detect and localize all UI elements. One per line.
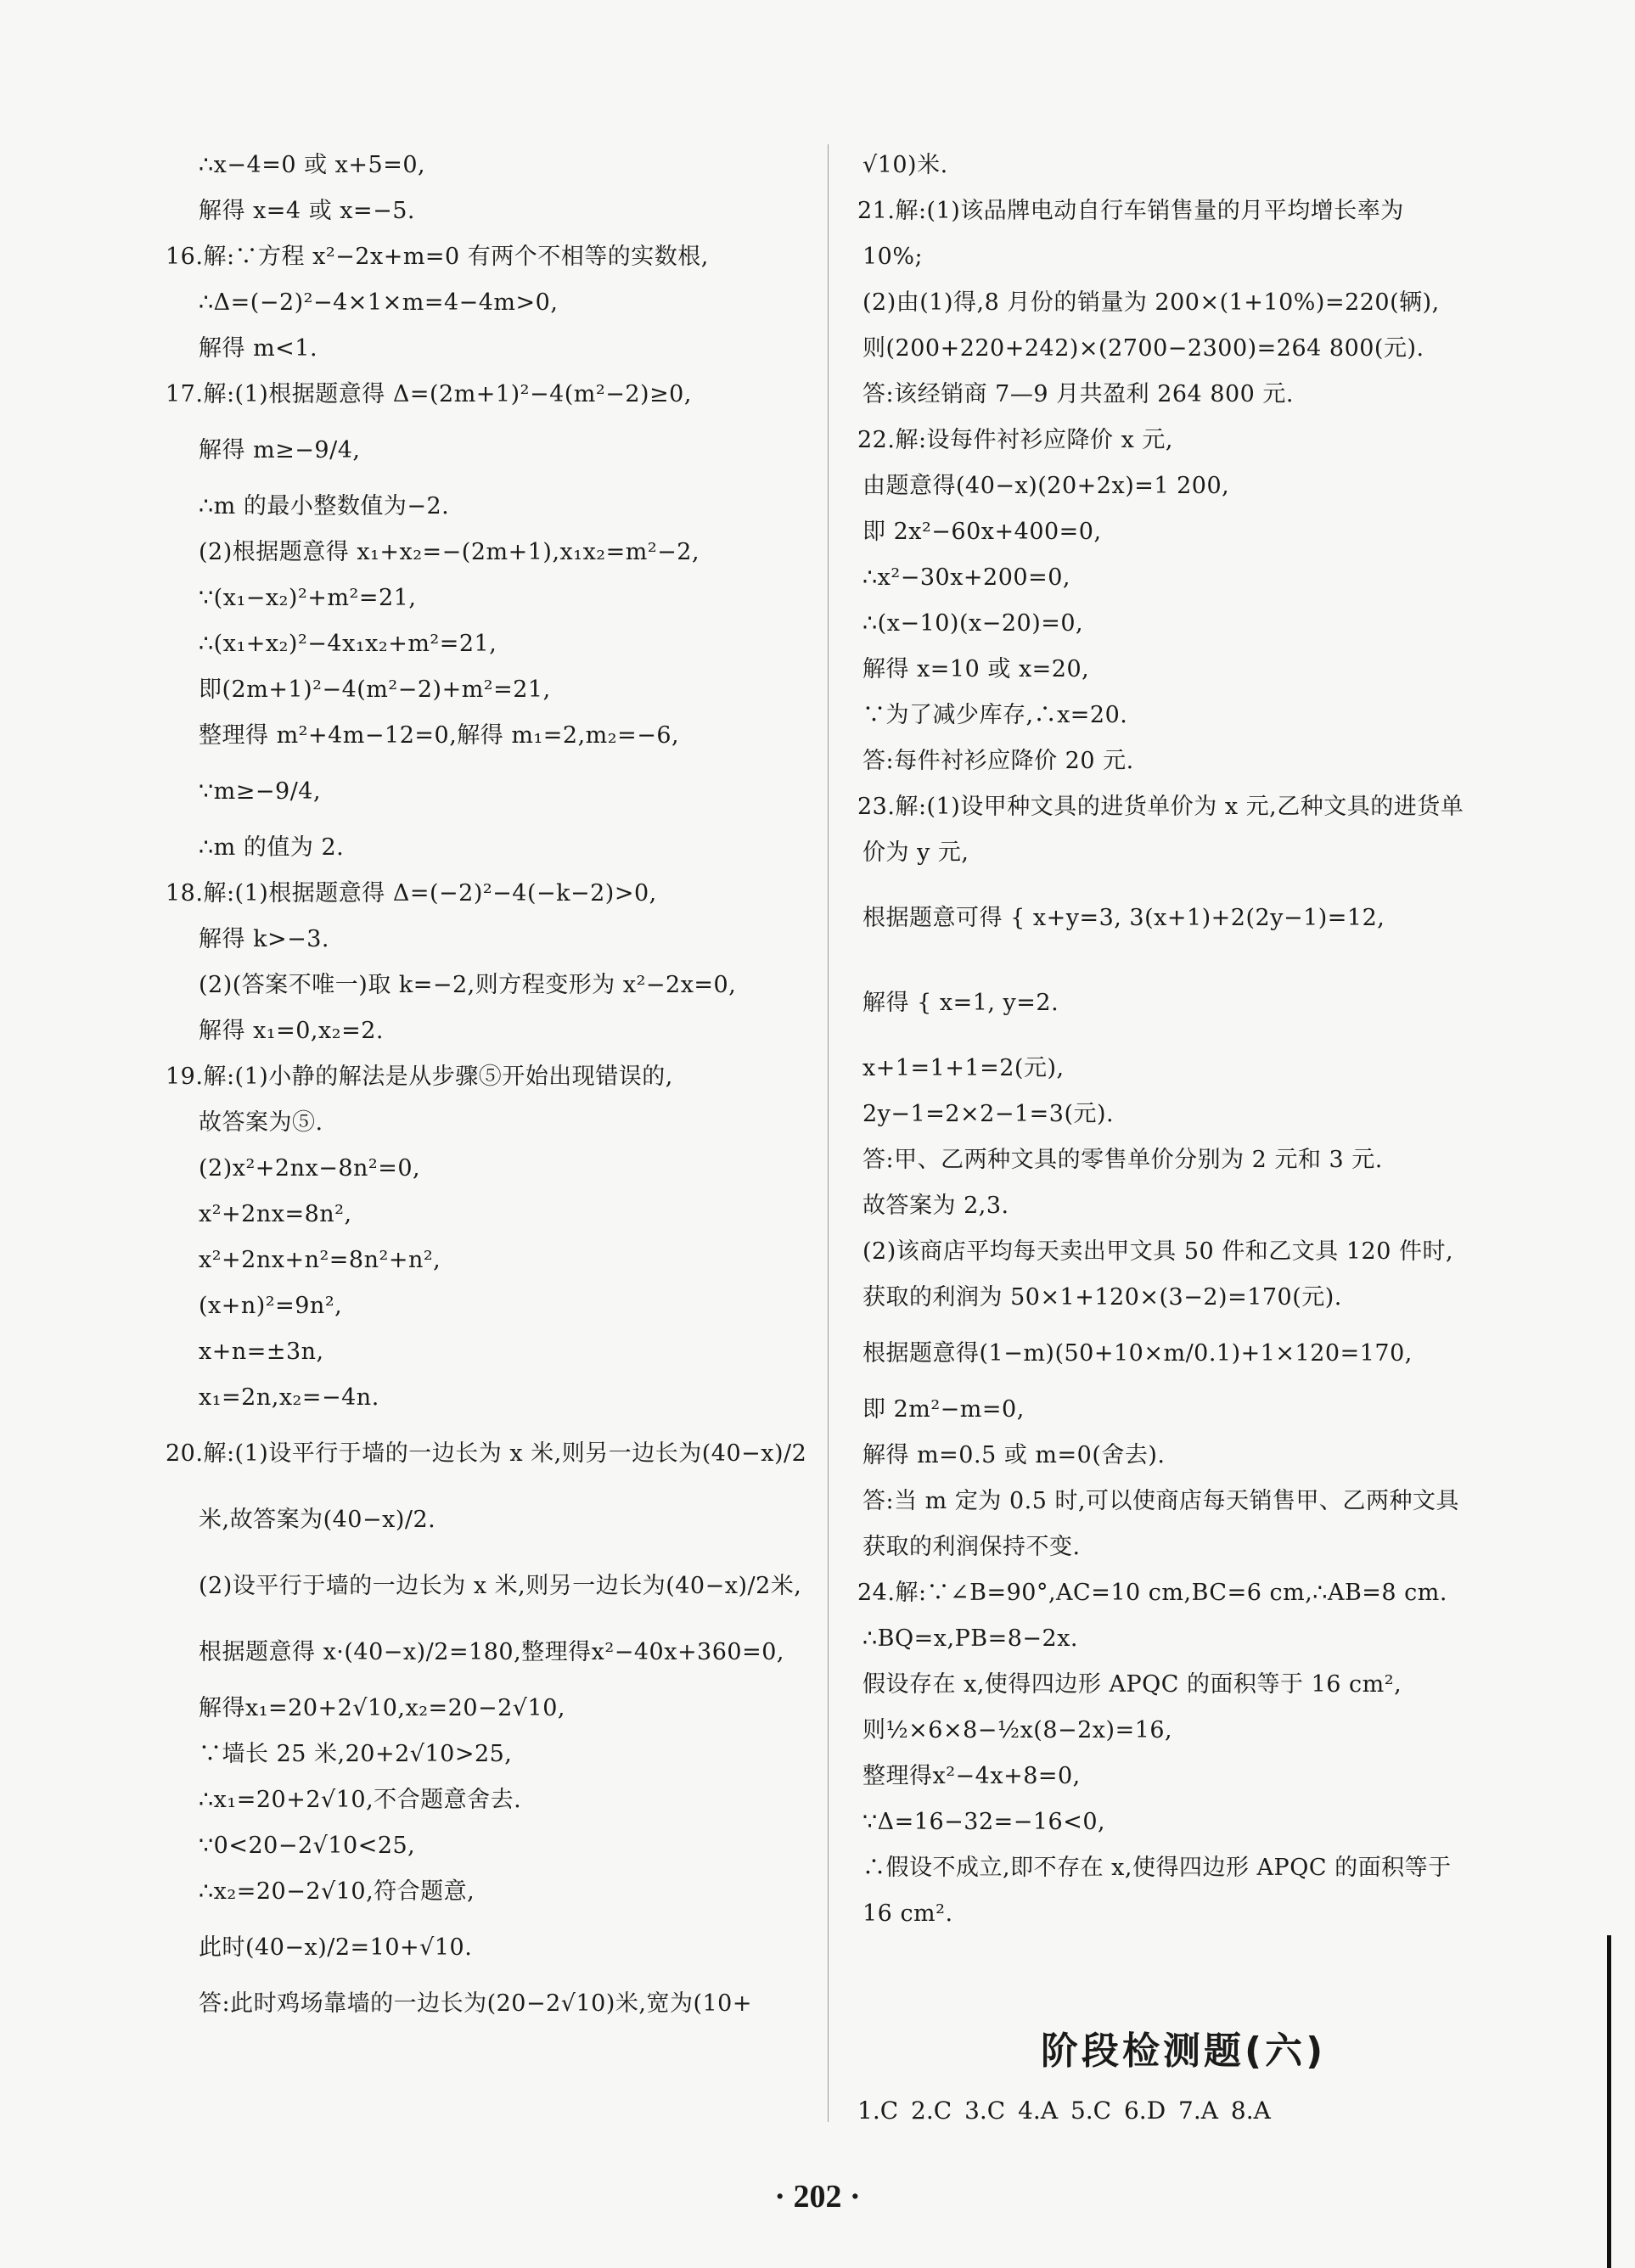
text-line: 解得 k>−3. (199, 926, 329, 952)
text-line: ∵0<20−2√10<25, (199, 1833, 416, 1859)
question-21-line: 21.解:(1)该品牌电动自行车销售量的月平均增长率为 (857, 198, 1404, 224)
text-line: x²+2nx=8n², (199, 1201, 352, 1227)
text-line: 答:甲、乙两种文具的零售单价分别为 2 元和 3 元. (862, 1147, 1383, 1173)
text-line: ∴x₁=20+2√10,不合题意舍去. (199, 1787, 522, 1813)
text-line: 则(200+220+242)×(2700−2300)=264 800(元). (862, 335, 1424, 362)
scan-edge-shadow (1607, 1935, 1611, 2268)
text-line: ∵Δ=16−32=−16<0, (862, 1809, 1106, 1835)
text-line: ∴Δ=(−2)²−4×1×m=4−4m>0, (199, 289, 559, 316)
text-line: 答:当 m 定为 0.5 时,可以使商店每天销售甲、乙两种文具 (862, 1488, 1460, 1514)
text-line: 假设存在 x,使得四边形 APQC 的面积等于 16 cm², (862, 1671, 1402, 1698)
text-line: 解得 x=10 或 x=20, (862, 656, 1090, 682)
text-line: 获取的利润为 50×1+120×(3−2)=170(元). (862, 1284, 1342, 1311)
text-line: 解得 m<1. (199, 335, 318, 362)
page-number: · 202 · (774, 2179, 861, 2215)
text-line: 则½×6×8−½x(8−2x)=16, (862, 1717, 1173, 1743)
column-divider (828, 144, 829, 2122)
equation-system: 解得 { x=1, y=2. (862, 990, 1059, 1016)
text-line: 此时(40−x)/2=10+√10. (199, 1934, 473, 1961)
text-line: 获取的利润保持不变. (862, 1534, 1081, 1560)
text-line: ∴(x₁+x₂)²−4x₁x₂+m²=21, (199, 631, 497, 657)
text-line: (2)该商店平均每天卖出甲文具 50 件和乙文具 120 件时, (862, 1238, 1454, 1265)
text-line: 根据题意得 x·(40−x)/2=180,整理得x²−40x+360=0, (199, 1639, 784, 1665)
text-line: ∴x²−30x+200=0, (862, 564, 1070, 591)
text-line: 解得x₁=20+2√10,x₂=20−2√10, (199, 1695, 565, 1721)
text-line: 即 2m²−m=0, (862, 1396, 1025, 1423)
text-line: 解得 x₁=0,x₂=2. (199, 1018, 384, 1044)
text-line: ∴m 的值为 2. (199, 834, 345, 861)
text-line: ∴BQ=x,PB=8−2x. (862, 1625, 1079, 1652)
text-line: 故答案为 2,3. (862, 1193, 1009, 1219)
text-line: (2)设平行于墙的一边长为 x 米,则另一边长为(40−x)/2米, (199, 1573, 802, 1599)
text-line: ∴x₂=20−2√10,符合题意, (199, 1878, 475, 1905)
text-line: ∴x−4=0 或 x+5=0, (199, 152, 426, 178)
text-line: (x+n)²=9n², (199, 1293, 343, 1319)
text-line: 整理得 m²+4m−12=0,解得 m₁=2,m₂=−6, (199, 722, 680, 749)
text-line: x+1=1+1=2(元), (862, 1055, 1065, 1081)
text-line: 米,故答案为(40−x)/2. (199, 1507, 436, 1533)
question-19-line: 19.解:(1)小静的解法是从步骤⑤开始出现错误的, (166, 1064, 673, 1090)
text-line: 解得 x=4 或 x=−5. (199, 198, 416, 224)
text-line: 答:每件衬衫应降价 20 元. (862, 748, 1134, 774)
text-line: 整理得x²−4x+8=0, (862, 1763, 1081, 1789)
text-line: 解得 m=0.5 或 m=0(舍去). (862, 1442, 1166, 1468)
section-title: 阶段检测题(六) (1041, 2029, 1327, 2073)
left-column (166, 143, 822, 2027)
text-line: (2)由(1)得,8 月份的销量为 200×(1+10%)=220(辆), (862, 289, 1440, 316)
text-line: x²+2nx+n²=8n²+n², (199, 1247, 441, 1273)
equation-system: 根据题意可得 { x+y=3, 3(x+1)+2(2y−1)=12, (862, 905, 1385, 931)
question-22-line: 22.解:设每件衬衫应降价 x 元, (857, 427, 1174, 453)
right-column (857, 143, 1511, 1937)
text-line: ∴假设不成立,即不存在 x,使得四边形 APQC 的面积等于 (862, 1855, 1452, 1881)
question-18-line: 18.解:(1)根据题意得 Δ=(−2)²−4(−k−2)>0, (166, 880, 657, 907)
question-16-line: 16.解:∵方程 x²−2x+m=0 有两个不相等的实数根, (166, 244, 709, 270)
text-line: ∵m≥−9/4, (199, 778, 322, 805)
text-line: 答:该经销商 7—9 月共盈利 264 800 元. (862, 381, 1295, 407)
text-line: 即 2x²−60x+400=0, (862, 519, 1102, 545)
text-line: ∵墙长 25 米,20+2√10>25, (199, 1741, 513, 1767)
text-line: √10)米. (862, 152, 948, 178)
question-20-line: 20.解:(1)设平行于墙的一边长为 x 米,则另一边长为(40−x)/2 (166, 1440, 807, 1467)
text-line: (2)根据题意得 x₁+x₂=−(2m+1),x₁x₂=m²−2, (199, 539, 700, 565)
text-line: 答:此时鸡场靠墙的一边长为(20−2√10)米,宽为(10+ (199, 1990, 752, 2017)
question-23-line: 23.解:(1)设甲种文具的进货单价为 x 元,乙种文具的进货单 (857, 794, 1464, 820)
question-17-line: 17.解:(1)根据题意得 Δ=(2m+1)²−4(m²−2)≥0, (166, 381, 692, 407)
text-line: 10%; (862, 244, 924, 270)
text-line: (2)x²+2nx−8n²=0, (199, 1155, 421, 1182)
text-line: 2y−1=2×2−1=3(元). (862, 1101, 1115, 1127)
text-line: ∵(x₁−x₂)²+m²=21, (199, 585, 417, 611)
text-line: 16 cm². (862, 1900, 953, 1927)
question-24-line: 24.解:∵∠B=90°,AC=10 cm,BC=6 cm,∴AB=8 cm. (857, 1580, 1447, 1606)
text-line: 由题意得(40−x)(20+2x)=1 200, (862, 473, 1230, 499)
text-line: 价为 y 元, (862, 839, 969, 866)
text-line: 故答案为⑤. (199, 1109, 323, 1136)
text-line: ∵为了减少库存,∴x=20. (862, 702, 1128, 728)
text-line: ∴(x−10)(x−20)=0, (862, 610, 1084, 637)
text-line: x₁=2n,x₂=−4n. (199, 1384, 379, 1411)
text-line: x+n=±3n, (199, 1339, 324, 1365)
text-line: (2)(答案不唯一)取 k=−2,则方程变形为 x²−2x=0, (199, 972, 737, 998)
text-line: 根据题意得(1−m)(50+10×m/0.1)+1×120=170, (862, 1340, 1413, 1367)
text-line: 解得 m≥−9/4, (199, 437, 361, 463)
text-line: 即(2m+1)²−4(m²−2)+m²=21, (199, 676, 551, 703)
multiple-choice-answers: 1.C 2.C 3.C 4.A 5.C 6.D 7.A 8.A (857, 2097, 1271, 2125)
text-line: ∴m 的最小整数值为−2. (199, 493, 450, 519)
